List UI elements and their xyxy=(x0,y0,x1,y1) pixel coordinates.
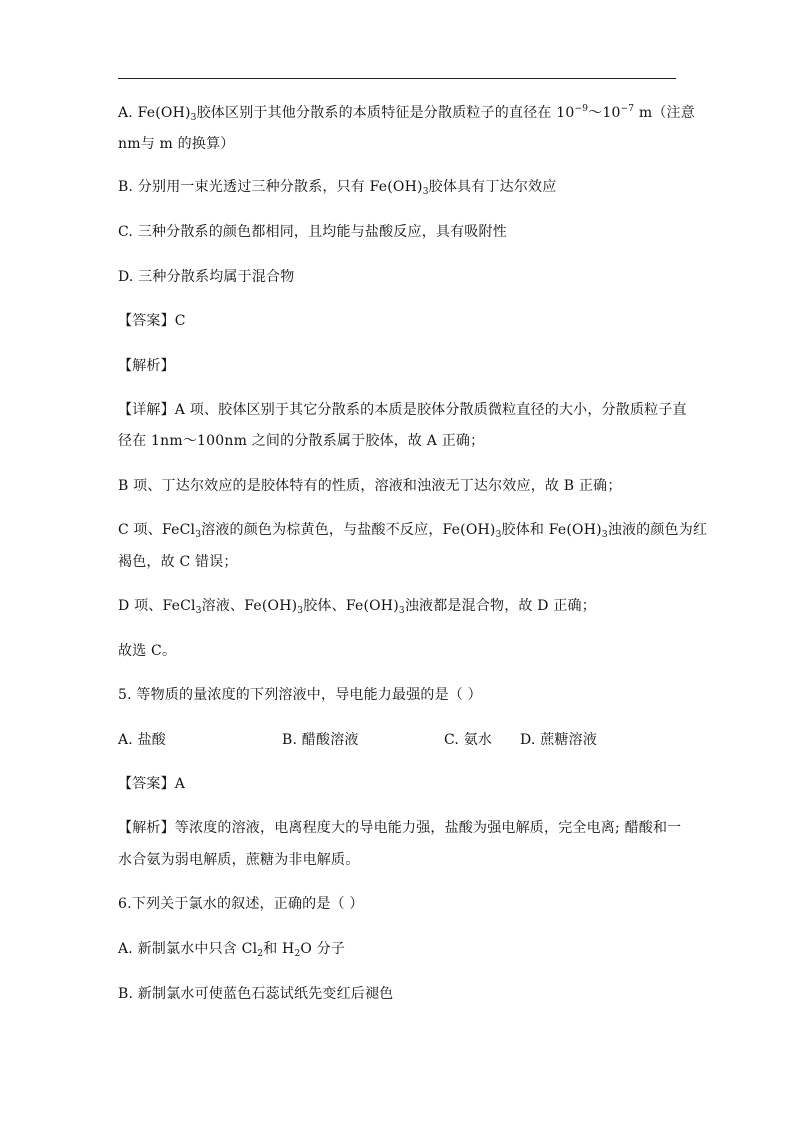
q5-option-b: B. 醋酸溶液 xyxy=(282,732,359,748)
q4-option-d: D. 三种分散系均属于混合物 xyxy=(118,269,295,285)
q6-stem: 6.下列关于氯水的叙述，正确的是（ ） xyxy=(118,896,364,912)
q6-option-a: A. 新制氯水中只含 $Cl_2$和 $H_2O$ 分子 xyxy=(118,941,346,959)
q4-detail-d: D 项、FeCl$_3$溶液、$Fe(OH)_3$胶体、$Fe(OH)_3$浊液都是混合物，故 D 正确； xyxy=(118,598,596,616)
q5-option-d: D. 蔗糖溶液 xyxy=(520,732,598,748)
header-rule xyxy=(118,78,676,79)
q4-conclusion: 故选 C。 xyxy=(118,643,177,659)
q4-analysis-heading: 【解析】 xyxy=(118,358,175,374)
q4-option-a-line2: nm与 m 的换算） xyxy=(118,136,235,152)
q4-option-c: C. 三种分散系的颜色都相同，且均能与盐酸反应，具有吸附性 xyxy=(118,224,507,240)
q6-option-b: B. 新制氯水可使蓝色石蕊试纸先变红后褪色 xyxy=(118,986,394,1002)
q5-option-c: C. 氨水 xyxy=(444,732,493,748)
q5-analysis-line2: 水合氨为弱电解质，蔗糖为非电解质。 xyxy=(118,852,360,868)
q5-stem: 5. 等物质的量浓度的下列溶液中，导电能力最强的是（ ） xyxy=(118,687,482,703)
q5-analysis-line1: 【解析】等浓度的溶液，电离程度大的导电能力强，盐酸为强电解质，完全电离; 醋酸和一 xyxy=(118,820,682,836)
q5-answer: 【答案】A xyxy=(118,776,186,792)
q4-option-a-line1: A. $Fe(OH)_3$胶体区别于其他分散系的本质特征是分散质粒子的直径在 $10^{-9}\sim 10^{-7}$ m（注意 xyxy=(118,104,695,123)
q4-option-b: B. 分别用一束光透过三种分散系，只有 $Fe(OH)_3$胶体具有丁达尔效应 xyxy=(118,179,557,197)
q4-detail-a-line1: 【详解】A 项、胶体区别于其它分散系的本质是胶体分散质微粒直径的大小，分散质粒子直 xyxy=(118,402,687,418)
q4-answer: 【答案】C xyxy=(118,313,186,329)
q5-option-a: A. 盐酸 xyxy=(118,732,167,748)
q4-detail-b: B 项、丁达尔效应的是胶体特有的性质，溶液和浊液无丁达尔效应，故 B 正确； xyxy=(118,478,622,494)
q4-detail-a-line2: 径在 1nm～100nm 之间的分散系属于胶体，故 A 正确； xyxy=(118,433,485,449)
q4-detail-c-line2: 褐色，故 C 错误； xyxy=(118,554,238,570)
q4-detail-c-line1: C 项、FeCl$_3$溶液的颜色为棕黄色，与盐酸不反应，$Fe(OH)_3$胶体和 $Fe(OH)_3$浊液的颜色为红 xyxy=(118,522,708,540)
